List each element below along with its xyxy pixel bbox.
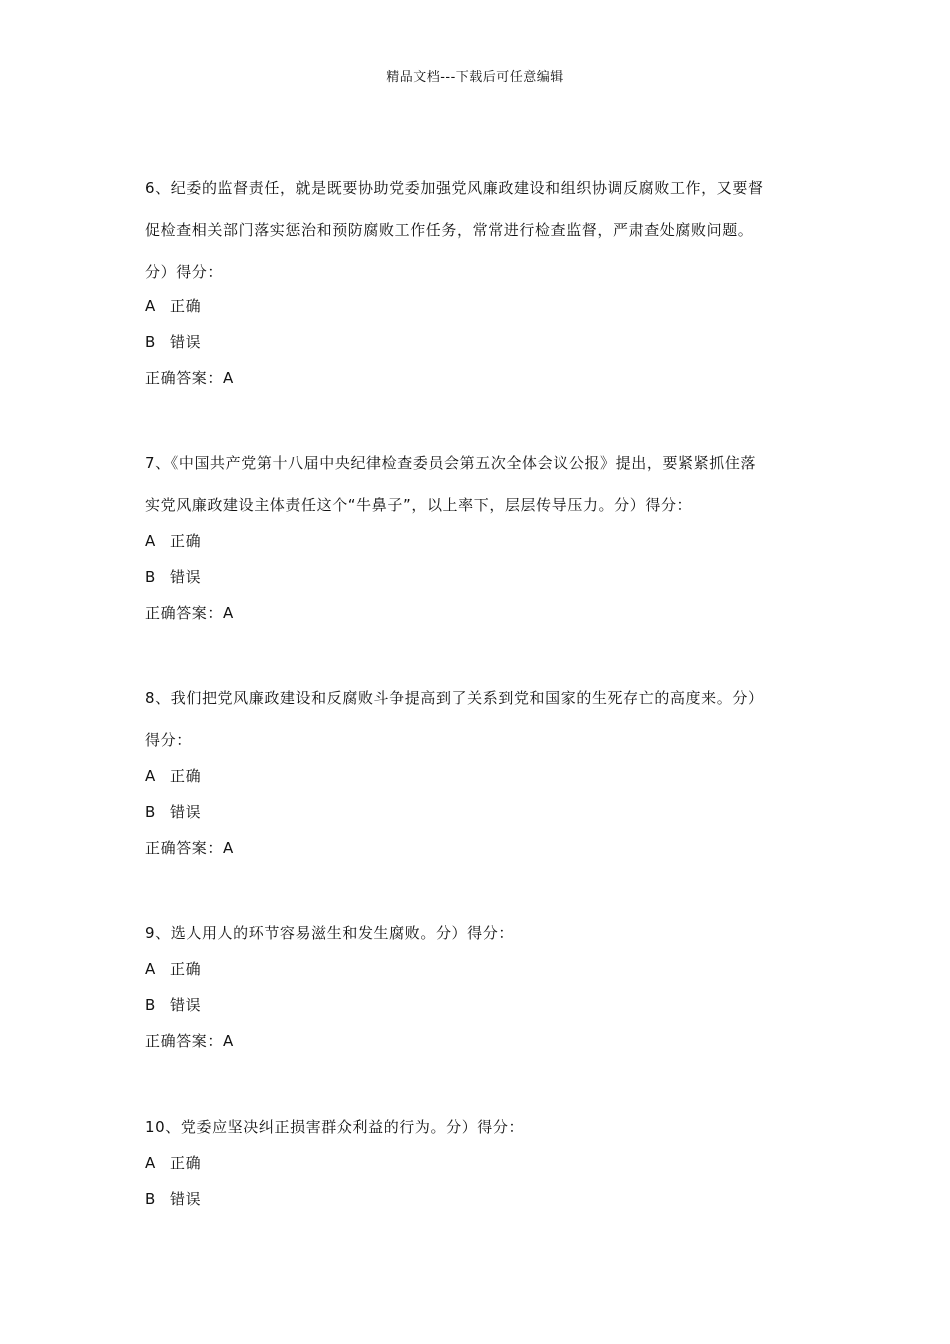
- option-letter: A: [145, 297, 156, 315]
- option-letter: B: [145, 333, 156, 351]
- question-9-line-1: 9、选人用人的环节容易滋生和发生腐败。分）得分：: [145, 924, 514, 942]
- option-letter: B: [145, 568, 156, 586]
- option-letter: A: [145, 532, 156, 550]
- answer-value: A: [223, 1032, 234, 1050]
- question-6-line-3: 分）得分：: [145, 263, 224, 281]
- option-text: 正确: [170, 767, 202, 785]
- option-text: 正确: [170, 532, 202, 550]
- question-7-answer: [145, 603, 234, 623]
- question-8-option-b: [145, 802, 201, 822]
- page-header: 精品文档---下载后可任意编辑: [386, 70, 564, 85]
- question-7-option-a: [145, 531, 201, 551]
- question-6-option-a: [145, 296, 201, 316]
- answer-value: A: [223, 604, 234, 622]
- answer-label: 正确答案：: [145, 839, 224, 857]
- answer-label: 正确答案：: [145, 369, 224, 387]
- question-6-line-1: 6、纪委的监督责任，就是既要协助党委加强党风廉政建设和组织协调反腐败工作，又要督: [145, 179, 764, 197]
- question-6-line-2: 促检查相关部门落实惩治和预防腐败工作任务，常常进行检查监督，严肃查处腐败问题。: [145, 221, 754, 239]
- option-text: 正确: [170, 1154, 202, 1172]
- question-8-line-2: 得分：: [145, 731, 192, 749]
- question-7-line-2: 实党风廉政建设主体责任这个“牛鼻子”，以上率下，层层传导压力。分）得分：: [145, 496, 693, 514]
- option-text: 正确: [170, 960, 202, 978]
- option-text: 正确: [170, 297, 202, 315]
- answer-value: A: [223, 369, 234, 387]
- question-7-line-1: 7、《中国共产党第十八届中央纪律检查委员会第五次全体会议公报》提出，要紧紧抓住落: [145, 454, 757, 472]
- option-letter: B: [145, 1190, 156, 1208]
- question-8-answer: [145, 838, 234, 858]
- question-6-answer: [145, 368, 234, 388]
- option-letter: A: [145, 1154, 156, 1172]
- answer-label: 正确答案：: [145, 1032, 224, 1050]
- question-9-option-b: [145, 995, 201, 1015]
- option-letter: A: [145, 960, 156, 978]
- option-text: 错误: [170, 333, 202, 351]
- question-9-answer: [145, 1031, 234, 1051]
- question-6-option-b: [145, 332, 201, 352]
- question-10-line-1: 10、党委应坚决纠正损害群众利益的行为。分）得分：: [145, 1118, 525, 1136]
- question-7-option-b: [145, 567, 201, 587]
- question-10-option-a: [145, 1153, 201, 1173]
- answer-value: A: [223, 839, 234, 857]
- option-letter: A: [145, 767, 156, 785]
- answer-label: 正确答案：: [145, 604, 224, 622]
- option-text: 错误: [170, 1190, 202, 1208]
- question-9-option-a: [145, 959, 201, 979]
- question-8-option-a: [145, 766, 201, 786]
- option-text: 错误: [170, 996, 202, 1014]
- option-text: 错误: [170, 803, 202, 821]
- option-letter: B: [145, 996, 156, 1014]
- question-8-line-1: 8、我们把党风廉政建设和反腐败斗争提高到了关系到党和国家的生死存亡的高度来。分）: [145, 689, 764, 707]
- option-letter: B: [145, 803, 156, 821]
- question-10-option-b: [145, 1189, 201, 1209]
- option-text: 错误: [170, 568, 202, 586]
